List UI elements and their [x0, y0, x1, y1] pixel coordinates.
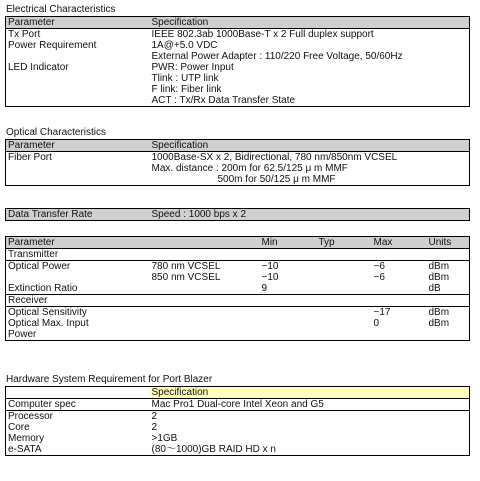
optical-table — [5, 139, 470, 186]
receiver-label: Receiver — [8, 295, 48, 306]
typ-cell — [317, 272, 372, 283]
param-cell: Tx Port — [8, 29, 41, 40]
table-row — [6, 307, 470, 319]
param-cell: Power Requirement — [8, 40, 97, 51]
param-cell — [6, 272, 150, 283]
table-row — [6, 411, 470, 423]
param-cell — [6, 95, 150, 107]
hardware-title: Hardware System Requirement for Port Blazer — [6, 374, 213, 385]
units-cell: dBm — [428, 318, 450, 329]
param-cell — [6, 73, 150, 84]
max-cell: 0 — [373, 318, 380, 329]
table-row — [6, 163, 470, 174]
spec-cell: External Power Adapter : 110/220 Free Voltage, 50/60Hz — [151, 51, 403, 62]
header-cell: Units — [427, 237, 470, 249]
electrical-table — [5, 16, 470, 107]
units-cell: dBm — [428, 307, 450, 318]
header-cell: Max — [372, 237, 427, 249]
spec-cell: Tlink : UTP link — [151, 73, 219, 84]
header-cell: Typ — [317, 237, 372, 249]
data-rate-value: Speed : 1000 bps x 2 — [150, 209, 470, 221]
table-row — [6, 318, 470, 329]
max-cell: −6 — [373, 272, 385, 283]
header-cell: Specification — [150, 387, 470, 399]
cond-cell — [150, 283, 260, 295]
spec-cell: >1GB — [151, 433, 178, 444]
param-cell: Optical Max. Input — [8, 318, 89, 329]
max-cell: −17 — [373, 307, 391, 318]
spec-cell: PWR: Power Input — [151, 62, 234, 73]
min-cell — [260, 318, 317, 329]
table-row — [6, 433, 470, 444]
table-header-row — [6, 237, 470, 249]
table-row — [6, 73, 470, 84]
param-cell: Power — [8, 329, 37, 340]
spec-cell: 2 — [151, 411, 158, 422]
typ-cell — [317, 318, 372, 329]
header-cell — [150, 237, 260, 249]
cond-cell — [150, 329, 260, 341]
header-cell: Parameter — [6, 17, 150, 29]
data-rate-table — [5, 208, 470, 221]
max-cell: −6 — [373, 261, 385, 272]
cond-cell — [150, 318, 260, 329]
spec-cell: 2 — [151, 422, 158, 433]
param-cell: LED Indicator — [8, 62, 69, 73]
spec-cell: IEEE 802.3ab 1000Base-T x 2 Full duplex support — [151, 29, 374, 40]
units-cell: dB — [428, 283, 441, 294]
param-cell: Optical Sensitivity — [8, 307, 87, 318]
typ-cell — [317, 261, 372, 273]
param-cell: Memory — [8, 433, 45, 444]
table-row — [6, 329, 470, 341]
cond-cell: 780 nm VCSEL — [151, 261, 221, 272]
transmitter-label: Transmitter — [8, 249, 59, 260]
data-rate-label: Data Transfer Rate — [6, 209, 150, 221]
spec-cell: Mac Pro1 Dual-core Intel Xeon and G5 — [151, 399, 324, 410]
units-cell: dBm — [428, 272, 450, 283]
table-row — [6, 444, 470, 456]
param-cell: Processor — [8, 411, 54, 422]
typ-cell — [317, 307, 372, 319]
param-cell — [6, 163, 150, 174]
param-cell: Fiber Port — [8, 152, 52, 163]
table-row — [6, 422, 470, 433]
param-cell — [6, 174, 150, 186]
param-cell: e-SATA — [8, 444, 42, 455]
header-cell: Specification — [150, 17, 470, 29]
param-cell — [6, 51, 150, 62]
spec-cell: Max. distance : 200m for 62.5/125 μ m MMF — [151, 163, 348, 174]
min-cell: −10 — [261, 261, 279, 272]
param-cell: Computer spec — [8, 399, 76, 410]
param-cell: Core — [8, 422, 30, 433]
table-row — [6, 84, 470, 95]
min-cell — [260, 329, 317, 341]
electrical-title: Electrical Characteristics — [6, 4, 116, 15]
header-cell: Parameter — [6, 237, 150, 249]
table-row — [6, 51, 470, 62]
param-cell — [6, 84, 150, 95]
units-cell: dBm — [428, 261, 450, 272]
max-cell — [372, 283, 427, 295]
table-row — [6, 95, 470, 107]
min-cell: 9 — [261, 283, 268, 294]
table-row — [6, 62, 470, 73]
header-cell: Min — [260, 237, 317, 249]
table-row — [6, 29, 470, 41]
typ-cell — [317, 283, 372, 295]
header-cell — [6, 387, 150, 399]
table-row — [6, 261, 470, 273]
param-cell: Extinction Ratio — [8, 283, 78, 294]
cond-cell: 850 nm VCSEL — [151, 272, 221, 283]
table-row — [6, 272, 470, 283]
table-row — [6, 283, 470, 295]
spec-cell: ACT : Tx/Rx Data Transfer State — [151, 95, 296, 106]
units-cell — [427, 329, 470, 341]
min-cell: −10 — [261, 272, 279, 283]
spec-cell: 500m for 50/125 μ m MMF — [217, 174, 336, 185]
header-cell: Specification — [150, 140, 470, 152]
param-cell: Optical Power — [8, 261, 71, 272]
header-cell: Parameter — [6, 140, 150, 152]
data-rate-row — [6, 209, 470, 221]
typ-cell — [317, 329, 372, 341]
table-row — [6, 152, 470, 164]
optical-title: Optical Characteristics — [6, 127, 107, 138]
spec-cell: 1A@+5.0 VDC — [151, 40, 218, 51]
table-header-row — [6, 140, 470, 152]
spec-cell: (80〜1000)GB RAID HD x n — [151, 444, 276, 455]
table-row — [6, 399, 470, 411]
table-header-row — [6, 17, 470, 29]
table-header-row — [6, 387, 470, 399]
hardware-table — [5, 386, 470, 456]
spec-cell: 1000Base-SX x 2, Bidirectional, 780 nm/850nm VCSEL — [151, 152, 398, 163]
spec-cell: F link: Fiber link — [151, 84, 222, 95]
table-row — [6, 40, 470, 51]
group-row-transmitter — [6, 249, 470, 261]
cond-cell — [150, 307, 260, 319]
max-cell — [372, 329, 427, 341]
table-row — [6, 174, 470, 186]
group-row-receiver — [6, 295, 470, 307]
min-cell — [260, 307, 317, 319]
parameters-table — [5, 236, 470, 341]
